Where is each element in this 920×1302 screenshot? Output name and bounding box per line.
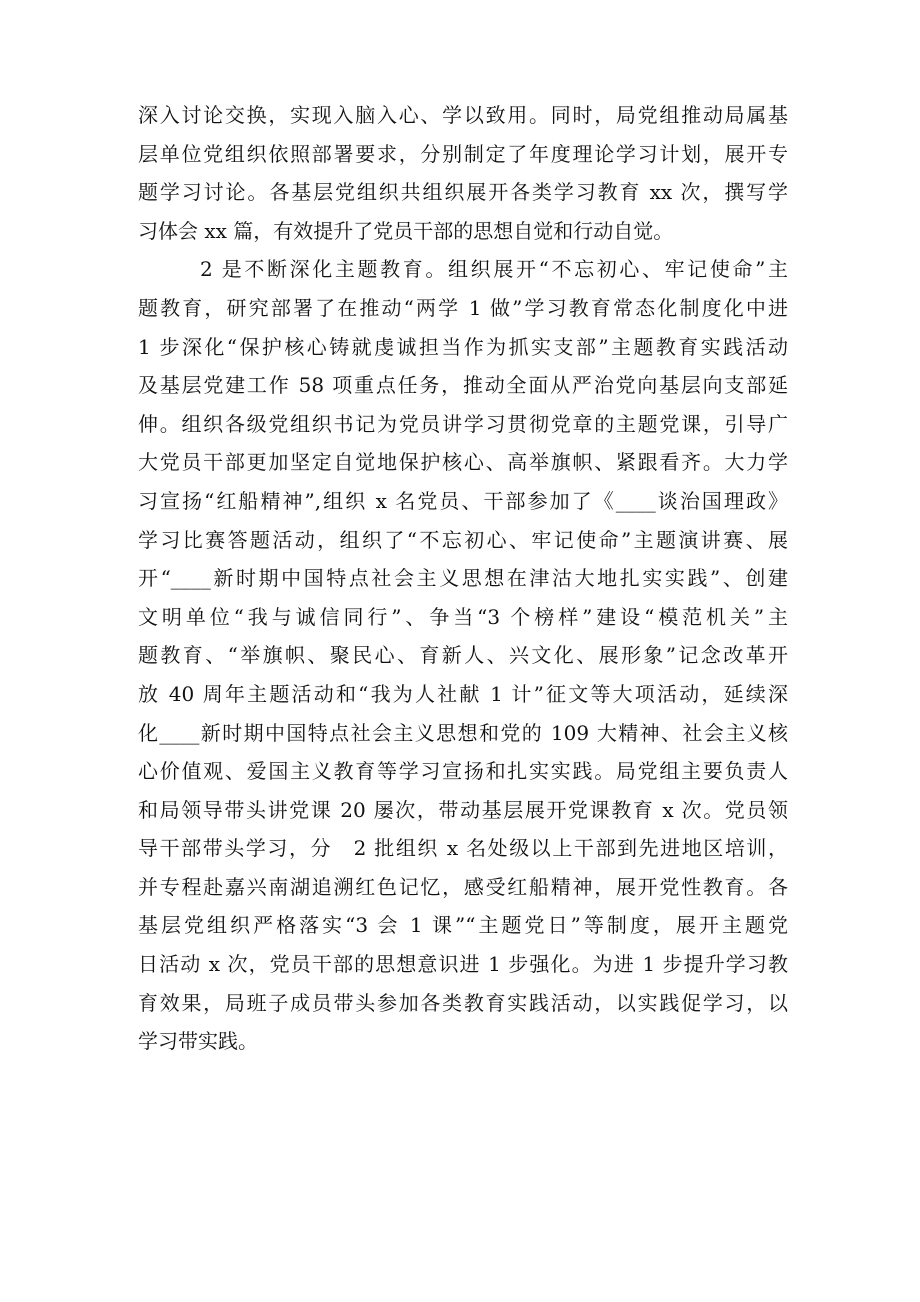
text-line: 题教育，研究部署了在推动“两学 1 做”学习教育常态化制度化中进 (138, 295, 788, 320)
text-line: 心价值观、爱国主义教育等学习宣扬和扎实实践。局党组主要负责人 (138, 759, 788, 784)
text-line: 层单位党组织依照部署要求，分别制定了年度理论学习计划，展开专 (138, 141, 788, 166)
text-line: 学习带实践。 (138, 1029, 258, 1054)
text-line: 化____新时期中国特点社会主义思想和党的 109 大精神、社会主义核 (138, 720, 788, 745)
text-line: 题教育、“举旗帜、聚民心、育新人、兴文化、展形象”记念改革开 (138, 643, 788, 668)
text-line: 2 是不断深化主题教育。组织展开“不忘初心、牢记使命”主 (200, 257, 788, 282)
text-line: 题学习讨论。各基层党组织共组织展开各类学习教育 xx 次，撰写学 (138, 180, 788, 205)
text-line: 1 步深化“保护核心铸就虔诚担当作为抓实支部”主题教育实践活动 (138, 334, 788, 359)
text-line: 习宣扬“红船精神”,组织 x 名党员、干部参加了《____谈治国理政》 (138, 488, 788, 513)
text-line: 和局领导带头讲党课 20 屡次，带动基层展开党课教育 x 次。党员领 (138, 797, 788, 822)
text-line: 并专程赴嘉兴南湖追溯红色记忆，感受红船精神，展开党性教育。各 (138, 874, 788, 899)
text-line: 大党员干部更加坚定自觉地保护核心、高举旗帜、紧跟看齐。大力学 (138, 450, 788, 475)
text-line: 日活动 x 次，党员干部的思想意识进 1 步强化。为进 1 步提升学习教 (138, 952, 788, 977)
document-body (138, 96, 788, 1061)
text-line: 放 40 周年主题活动和“我为人社献 1 计”征文等大项活动，延续深 (138, 681, 788, 706)
text-line: 及基层党建工作 58 项重点任务，推动全面从严治党向基层向支部延 (138, 373, 788, 398)
text-line: 基层党组织严格落实“3 会 1 课”“主题党日”等制度，展开主题党 (138, 913, 788, 938)
text-line: 习体会 xx 篇，有效提升了党员干部的思想自觉和行动自觉。 (138, 218, 674, 243)
text-line: 导干部带头学习，分 2 批组织 x 名处级以上干部到先进地区培训， (138, 836, 788, 861)
text-line: 深入讨论交换，实现入脑入心、学以致用。同时，局党组推动局属基 (138, 103, 788, 127)
paragraph-1 (138, 96, 788, 250)
text-line: 文明单位“我与诚信同行”、争当“3 个榜样”建设“模范机关”主 (138, 604, 788, 629)
text-line: 学习比赛答题活动，组织了“不忘初心、牢记使命”主题演讲赛、展 (138, 527, 788, 552)
text-line: 开“____新时期中国特点社会主义思想在津沽大地扎实实践”、创建 (138, 566, 788, 591)
text-line: 伸。组织各级党组织书记为党员讲学习贯彻党章的主题党课，引导广 (138, 411, 788, 436)
paragraph-2 (138, 250, 788, 1060)
text-line: 育效果，局班子成员带头参加各类教育实践活动，以实践促学习，以 (138, 990, 788, 1015)
